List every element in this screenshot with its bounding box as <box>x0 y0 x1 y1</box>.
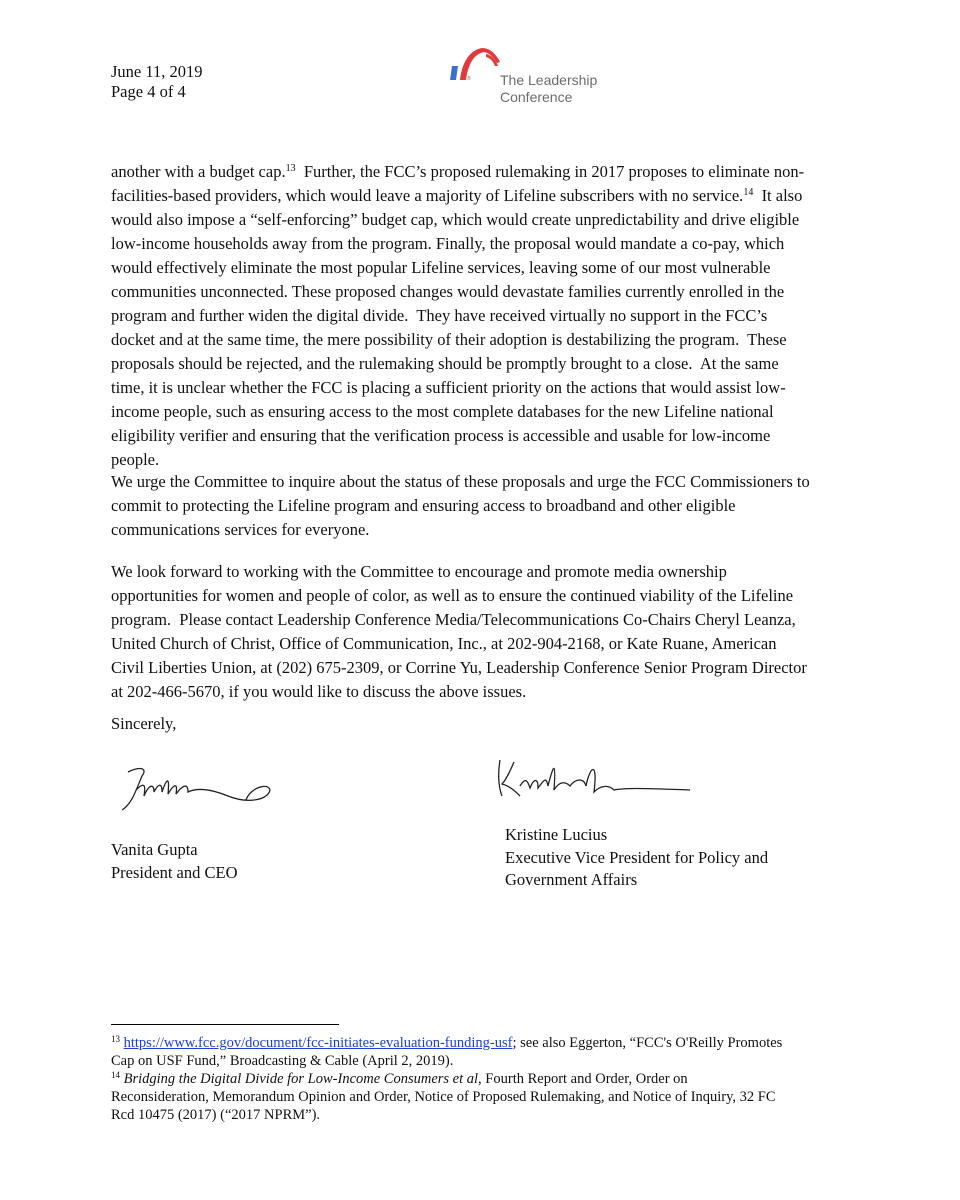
text-line <box>111 328 804 352</box>
signatory-name: Vanita Gupta <box>111 840 198 859</box>
signatory-name: Kristine Lucius <box>505 825 608 844</box>
text-line <box>111 518 810 542</box>
text-run: commit to protecting the Lifeline program and ensuring access to broadband and other eligible <box>111 496 736 515</box>
letter-date: June 11, 2019 <box>111 62 203 81</box>
text-line <box>111 256 804 280</box>
text-run: Rcd 10475 (2017) (“2017 NPRM”). <box>111 1107 321 1123</box>
text-line <box>111 376 804 400</box>
text-line <box>111 1088 776 1106</box>
text-run: eligibility verifier and ensuring that the verification process is accessible and usable for low-income <box>111 426 771 445</box>
text-run: Bridging the Digital Divide for Low-Income Consumers et al <box>123 1071 479 1087</box>
text-line <box>111 304 804 328</box>
text-line <box>111 160 804 184</box>
text-run: time, it is unclear whether the FCC is placing a sufficient priority on the actions that would assist low- <box>111 378 786 397</box>
text-run: Cap on USF Fund,” Broadcasting & Cable (April 2, 2019). <box>111 1053 454 1069</box>
leadership-conference-logo <box>446 44 606 108</box>
body-paragraph-2 <box>111 470 810 542</box>
footnote-marker: 14 <box>743 187 754 198</box>
text-run: We look forward to working with the Committee to encourage and promote media ownership <box>111 562 727 581</box>
text-run: ; see also Eggerton, “FCC's O'Reilly Promotes <box>512 1035 783 1051</box>
text-line <box>111 280 804 304</box>
signatory-title: President and CEO <box>111 862 238 882</box>
text-run: It also <box>753 186 803 205</box>
body-paragraph-3 <box>111 560 807 704</box>
footnote-marker: 13 <box>111 1034 120 1044</box>
text-run: We urge the Committee to inquire about the status of these proposals and urge the FCC Commissioners to <box>111 472 810 491</box>
text-run: facilities-based providers, which would leave a majority of Lifeline subscribers with no service. <box>111 186 744 205</box>
footnote-divider <box>111 1024 339 1025</box>
text-line <box>111 208 804 232</box>
text-line <box>111 400 804 424</box>
footnote-13 <box>111 1034 782 1070</box>
logo-text: The Leadership Conference <box>500 72 598 105</box>
svg-text:®: ® <box>467 76 471 82</box>
text-run: United Church of Christ, Office of Communication, Inc., at 202-904-2168, or Kate Ruane, American <box>111 634 777 653</box>
text-line <box>111 1034 782 1052</box>
text-line <box>111 1052 782 1070</box>
text-run: income people, such as ensuring access to the most complete databases for the new Lifeline national <box>111 402 774 421</box>
text-run: at 202-466-5670, if you would like to discuss the above issues. <box>111 682 527 701</box>
text-line <box>111 560 807 584</box>
text-run: program. Please contact Leadership Conference Media/Telecommunications Co-Chairs Cheryl Leanza, <box>111 610 796 629</box>
text-run: Further, the FCC’s proposed rulemaking in 2017 proposes to eliminate non- <box>295 162 805 181</box>
text-line <box>111 232 804 256</box>
text-line <box>111 632 807 656</box>
text-run: communities unconnected. These proposed changes would devastate families currently enrolled in the <box>111 282 785 301</box>
text-run: Sincerely, <box>111 714 177 733</box>
signatory-block-1 <box>111 839 237 884</box>
page-number: Page 4 of 4 <box>111 82 186 101</box>
footnote-link[interactable]: https://www.fcc.gov/document/fcc-initiates-evaluation-funding-usf <box>123 1035 513 1051</box>
text-line <box>111 584 807 608</box>
text-run: Reconsideration, Memorandum Opinion and Order, Notice of Proposed Rulemaking, and Notice of Inquiry, 32 FC <box>111 1089 776 1105</box>
text-line <box>111 608 807 632</box>
text-run: another with a budget cap. <box>111 162 286 181</box>
text-run: opportunities for women and people of color, as well as to ensure the continued viability of the Lifeline <box>111 586 794 605</box>
text-line <box>111 352 804 376</box>
text-line <box>111 494 810 518</box>
text-run: docket and at the same time, the mere possibility of their adoption is destabilizing the program. These <box>111 330 787 349</box>
text-run: would effectively eliminate the most popular Lifeline services, leaving some of our most vulnerable <box>111 258 771 277</box>
signature-kristine-lucius <box>490 752 700 807</box>
footnote-marker: 13 <box>285 163 296 174</box>
logo-arches-icon <box>446 44 506 84</box>
text-line <box>111 680 807 704</box>
signatory-title: Government Affairs <box>505 870 638 889</box>
text-line <box>111 448 804 472</box>
signatory-block-2 <box>505 824 768 892</box>
signature-vanita-gupta <box>118 760 283 820</box>
text-run: would also impose a “self-enforcing” budget cap, which would create unpredictability and drive eligible <box>111 210 800 229</box>
text-line <box>111 470 810 494</box>
text-run: low-income households away from the program. Finally, the proposal would mandate a co-pay, which <box>111 234 785 253</box>
closing <box>111 712 176 736</box>
text-line <box>111 184 804 208</box>
text-run: people. <box>111 450 160 469</box>
text-line <box>111 1070 776 1088</box>
text-run: proposals should be rejected, and the rulemaking should be promptly brought to a close. At the same <box>111 354 779 373</box>
letter-header <box>111 62 203 102</box>
footnote-marker: 14 <box>111 1070 120 1080</box>
text-run: communications services for everyone. <box>111 520 370 539</box>
text-line <box>111 712 176 736</box>
text-line <box>111 656 807 680</box>
text-line <box>111 424 804 448</box>
text-run: Civil Liberties Union, at (202) 675-2309, or Corrine Yu, Leadership Conference Senior Program Director <box>111 658 807 677</box>
signatory-title: Executive Vice President for Policy and <box>505 847 769 867</box>
text-line <box>111 1106 776 1124</box>
text-run: program and further widen the digital divide. They have received virtually no support in the FCC’s <box>111 306 768 325</box>
footnote-14 <box>111 1070 776 1124</box>
text-run: , Fourth Report and Order, Order on <box>478 1071 688 1087</box>
body-paragraph-1 <box>111 160 804 472</box>
